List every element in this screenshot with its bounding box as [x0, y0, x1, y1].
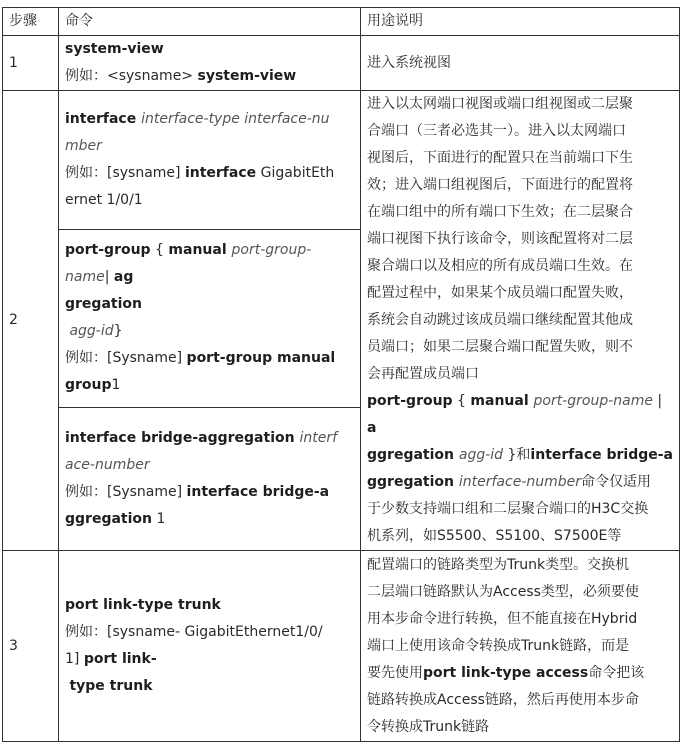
note-brace: { [452, 393, 471, 409]
usage-line: 合端口（三者必选其一）。进入以太网端口 [367, 123, 626, 139]
command-cell-port-group [59, 229, 361, 407]
note-text: 命令仅适用 [581, 474, 652, 490]
brace-open: { [150, 242, 169, 259]
usage-line: 令转换成Trunk链路 [367, 718, 490, 735]
note-interface-bridge: interface bridge-a [530, 447, 674, 463]
usage-line [367, 660, 673, 687]
command-text: port-group [65, 242, 151, 259]
usage-command: port link-type access [423, 664, 589, 681]
command-table [2, 7, 680, 742]
note-a: a [367, 420, 377, 436]
usage-note-line: 于少数支持端口组和二层聚合端口的H3C交换 [367, 501, 649, 517]
command-text: interface [65, 110, 142, 127]
example-tail: 1 [111, 377, 121, 394]
agg-id-argument: agg-id [69, 323, 114, 340]
usage-text: 要先使用 [367, 664, 423, 681]
usage-line: 配置过程中，如果某个成员端口配置失败， [367, 285, 633, 301]
usage-line: 端口视图下执行该命令，则该配置将对二层 [367, 231, 633, 247]
command-cell-bridge-aggregation [59, 407, 361, 550]
command-argument-cont: mber [65, 137, 102, 154]
header-command: 命令 [59, 8, 361, 36]
command-argument: interf [299, 429, 338, 446]
example-tail: 1] [65, 651, 84, 667]
example-command-cont: ggregation [65, 510, 152, 527]
command-argument-cont: ace-number [65, 456, 150, 473]
command-cell [59, 36, 361, 91]
usage-cell [361, 91, 680, 551]
note-command: port-group [367, 393, 453, 409]
usage-line: 效；进入端口组视图后，下面进行的配置将 [367, 177, 633, 193]
usage-line: 在端口组中的所有端口下生效；在二层聚合 [367, 204, 633, 220]
usage-note-line: 机系列，如S5500、S5100、S7500E等 [367, 528, 622, 544]
table-row-step-1 [3, 36, 680, 91]
usage-line: 系统会自动跳过该成员端口继续配置其他成 [367, 312, 633, 328]
example-prefix: 例如：<sysname> [65, 68, 198, 84]
usage-line: 配置端口的链路类型为Trunk类型。交换机 [367, 556, 630, 573]
step-cell: 2 [3, 91, 59, 551]
usage-cell: 进入系统视图 [361, 36, 680, 91]
example-prefix: 例如：[sysname] [65, 164, 185, 181]
usage-line: 端口上使用该命令转换成Trunk链路，而是 [367, 637, 630, 654]
table-header-row [3, 8, 680, 36]
usage-cell [361, 551, 680, 742]
example-command: system-view [197, 68, 297, 84]
usage-note-line [367, 469, 673, 496]
example-tail-cont: ernet 1/0/1 [65, 191, 143, 208]
command-text: port link-type trunk [65, 597, 221, 613]
brace-close: } [113, 323, 123, 340]
aggregation-keyword: gregation [65, 296, 142, 313]
example-command: port-group manual [186, 350, 336, 367]
command-cell-interface [59, 91, 361, 230]
example-prefix: 例如：[Sysname] [65, 483, 187, 500]
note-bar: | [652, 393, 663, 409]
usage-line: 视图后，下面进行的配置只在当前端口下生 [367, 150, 633, 166]
command-text: interface bridge-aggregation [65, 429, 300, 446]
example-command-cont: group [65, 377, 112, 394]
example-tail: GigabitEth [256, 164, 335, 181]
usage-text: 命令把该 [588, 664, 645, 681]
step-cell: 1 [3, 36, 59, 91]
note-agg-id: agg-id [458, 447, 504, 463]
example-command: port link- [83, 651, 157, 667]
example-prefix: 例如：[Sysname] [65, 350, 187, 367]
note-manual: manual [470, 393, 534, 409]
header-step: 步骤 [3, 8, 59, 36]
example-tail: 1 [152, 510, 166, 527]
usage-line: 用本步命令进行转换，但不能直接在Hybrid [367, 610, 638, 627]
command-cell [59, 551, 361, 742]
step-cell: 3 [3, 551, 59, 742]
usage-line: 链路转换成Access链路，然后再使用本步命 [367, 691, 639, 708]
manual-keyword: manual [168, 242, 232, 259]
note-aggregation-2: ggregation [367, 474, 459, 490]
table-row-step-3 [3, 551, 680, 742]
usage-line: 二层端口链路默认为Access类型，必须要使 [367, 583, 639, 600]
note-close: }和 [503, 447, 531, 463]
example-command-cont: type trunk [69, 678, 153, 694]
note-interface-number: interface-number [458, 474, 582, 490]
table-row-step-2-interface [3, 91, 680, 230]
usage-note [367, 388, 673, 442]
note-aggregation: ggregation [367, 447, 459, 463]
command-argument: interface-type interface-nu [141, 110, 330, 127]
example-prefix: 例如：[sysname- GigabitEthernet1/0/ [65, 624, 323, 640]
usage-line: 员端口；如果二层聚合端口配置失败，则不 [367, 339, 633, 355]
usage-note-line [367, 442, 673, 469]
usage-line: 聚合端口以及相应的所有成员端口生效。在 [367, 258, 633, 274]
ag-keyword: ag [113, 269, 134, 286]
command-argument: port-group-name [65, 242, 312, 286]
header-usage: 用途说明 [361, 8, 680, 36]
note-argument: port-group-name [533, 393, 653, 409]
command-text: system-view [65, 41, 164, 57]
example-command: interface bridge-a [186, 483, 330, 500]
separator: | [104, 269, 114, 286]
usage-line: 进入以太网端口视图或端口组视图或二层聚 [367, 96, 633, 112]
example-command: interface [184, 164, 257, 181]
usage-line: 会再配置成员端口 [367, 366, 479, 382]
